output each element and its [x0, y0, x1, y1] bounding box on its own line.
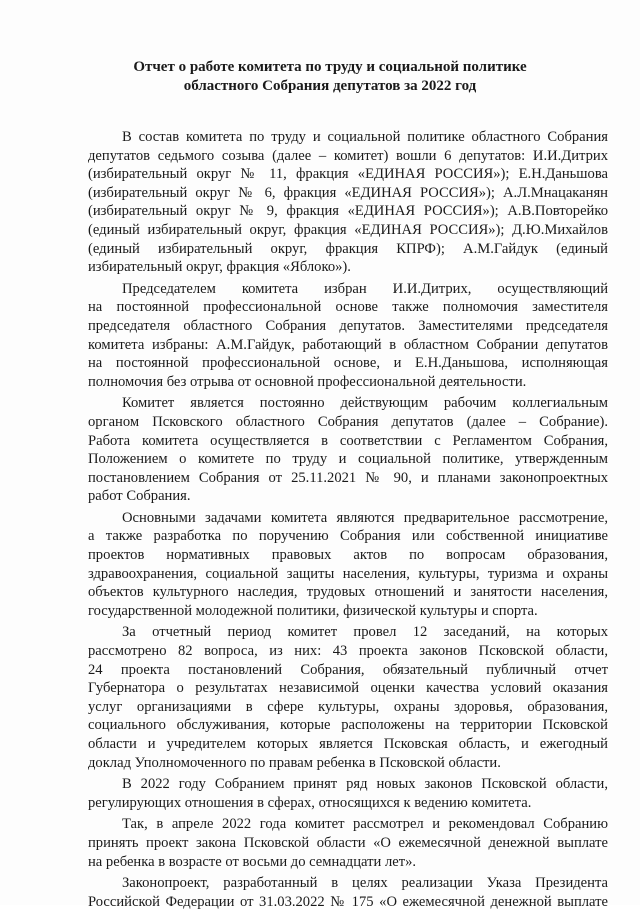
- paragraph-line: (избирательный округ № 6, фракция «ЕДИНАЯ РОССИЯ»); А.Л.Мнацаканян: [88, 184, 608, 201]
- paragraph: [88, 775, 608, 812]
- paragraph: [88, 394, 608, 506]
- document-body: [88, 128, 608, 914]
- paragraph-line: 24 проекта постановлений Собрания, обязательный публичный отчет: [88, 661, 608, 678]
- paragraph-line: а также разработка по поручению Собрания или собственной инициативе: [88, 528, 608, 545]
- paragraph-line: (избирательный округ № 11, фракция «ЕДИНАЯ РОССИЯ»); Е.Н.Даньшова: [88, 166, 608, 183]
- paragraph-line: председателя областного Собрания депутатов. Заместителями председателя: [88, 317, 608, 334]
- paragraph: [88, 509, 608, 621]
- paragraph-line: Положением о комитете по труду и социальной политике, утвержденным: [88, 451, 608, 468]
- paragraph-line: государственной молодежной политики, физической культуры и спорта.: [88, 602, 538, 619]
- paragraph-line: комитета избраны: А.М.Гайдук, работающий в областном Собрании депутатов: [88, 336, 608, 353]
- paragraph-line: Российской Федерации от 31.03.2022 № 175 «О ежемесячной денежной выплате: [88, 893, 608, 910]
- paragraph-line: Губернатора о результатах независимой оценки качества условий оказания: [88, 680, 608, 697]
- paragraph-line: объектов культурного наследия, трудовых отношений и занятости населения,: [88, 584, 608, 601]
- paragraph-line: (единый избирательный округ, фракция КПРФ); А.М.Гайдук (единый: [88, 240, 608, 257]
- paragraph-line: на постоянной профессиональной основе, и Е.Н.Даньшова, исполняющая: [88, 355, 608, 372]
- paragraph: [88, 623, 608, 772]
- paragraph-line: органом Псковского областного Собрания депутатов (далее – Собрание).: [88, 413, 608, 430]
- paragraph-line: регулирующих отношения в сферах, относящихся к ведению комитета.: [88, 794, 532, 811]
- paragraph-line: В 2022 году Собранием принят ряд новых законов Псковской области,: [122, 776, 608, 793]
- paragraph-line: постановлением Собрания от 25.11.2021 № 90, и планами законопроектных: [88, 469, 608, 486]
- paragraph-line: Основными задачами комитета являются предварительное рассмотрение,: [122, 509, 608, 526]
- paragraph-line: услуг организациями в сфере культуры, охраны здоровья, образования,: [88, 698, 608, 715]
- title-line-2: областного Собрания депутатов за 2022 год: [183, 78, 477, 94]
- paragraph: [88, 128, 608, 277]
- paragraph: [88, 874, 608, 911]
- paragraph-line: полномочия без отрыва от основной профессиональной деятельности.: [88, 373, 527, 390]
- paragraph-line: Работа комитета осуществляется в соответствии с Регламентом Собрания,: [88, 432, 608, 449]
- paragraph-line: области и учредителем которых является Псковская область, и ежегодный: [88, 736, 608, 752]
- paragraph-line: на постоянной профессиональной основе также полномочия заместителя: [88, 299, 608, 316]
- paragraph-line: Комитет является постоянно действующим рабочим коллегиальным: [122, 395, 608, 412]
- paragraph-line: принять проект закона Псковской области «О ежемесячной денежной выплате: [88, 834, 608, 851]
- paragraph-line: проектов нормативных правовых актов по вопросам образования,: [88, 547, 608, 564]
- paragraph-line: рассмотрено 82 вопроса, из них: 43 проекта законов Псковской области,: [88, 643, 608, 660]
- paragraph-line: работ Собрания.: [88, 488, 191, 505]
- paragraph-line: доклад Уполномоченного по правам ребенка в Псковской области.: [88, 754, 501, 771]
- paragraph-line: (избирательный округ № 9, фракция «ЕДИНАЯ РОССИЯ»); А.В.Повторейко: [88, 203, 608, 220]
- paragraph-line: (единый избирательный округ, фракция «ЕДИНАЯ РОССИЯ»); Д.Ю.Михайлов: [88, 221, 608, 238]
- paragraph-line: В состав комитета по труду и социальной политике областного Собрания: [122, 129, 608, 145]
- paragraph-line: Так, в апреле 2022 года комитет рассмотрел и рекомендовал Собранию: [122, 816, 608, 833]
- paragraph-line: избирательный округ, фракция «Яблоко»).: [88, 259, 351, 276]
- document-title: [90, 58, 570, 96]
- paragraph-line: депутатов седьмого созыва (далее – комитет) вошли 6 депутатов: И.И.Дитрих: [88, 147, 608, 164]
- paragraph-line: Законопроект, разработанный в целях реализации Указа Президента: [122, 875, 608, 892]
- paragraph-line: Председателем комитета избран И.И.Дитрих, осуществляющий: [122, 280, 608, 297]
- title-line-1: Отчет о работе комитета по труду и социальной политике: [133, 59, 527, 75]
- paragraph-line: За отчетный период комитет провел 12 заседаний, на которых: [122, 624, 608, 641]
- paragraph: [88, 280, 608, 392]
- paragraph-line: на ребенка в возрасте от восьми до семнадцати лет».: [88, 853, 417, 870]
- paragraph: [88, 815, 608, 871]
- paragraph-line: социального обслуживания, которые расположены на территории Псковской: [88, 717, 608, 734]
- paragraph-line: здравоохранения, социальной защиты населения, культуры, туризма и охраны: [88, 565, 608, 582]
